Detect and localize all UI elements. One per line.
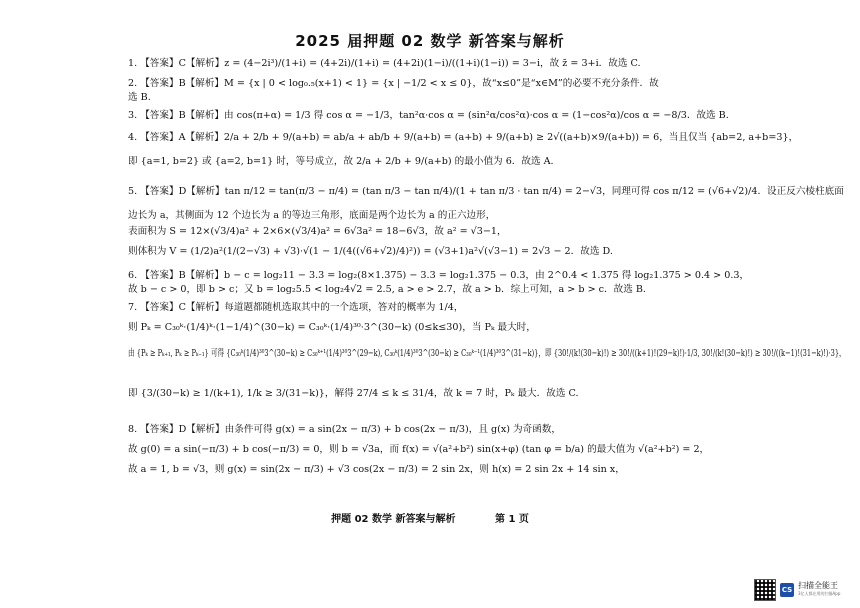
answer-line: 3. 【答案】B【解析】由 cos(π+α) = 1/3 得 cos α = −1/3，tan²α·cos α = (sin²α/cos²α)·cos α = (1−cos²α)/cos α = −8/3．故选 B. — [128, 110, 729, 121]
camscanner-logo-icon: CS — [780, 583, 794, 597]
answer-line: 即 {a=1, b=2} 或 {a=2, b=1} 时，等号成立，故 2/a + 2/b + 9/(a+b) 的最小值为 6．故选 A. — [128, 156, 554, 167]
answer-line: 边长为 a，其侧面为 12 个边长为 a 的等边三角形，底面是两个边长为 a 的正六边形， — [128, 210, 496, 221]
scanner-name: 扫描全能王 — [798, 581, 838, 590]
answer-line: 6. 【答案】B【解析】b − c = log₂11 − 3.3 = log₂(8×1.375) − 3.3 = log₂1.375 − 0.3，由 2^0.4 < 1.375 得 log₂1.375 > 0.4 > 0.3， — [128, 270, 750, 281]
page-number: 第 1 页 — [494, 514, 529, 525]
answer-line: 7. 【答案】C【解析】每道题都随机选取其中的一个选项，答对的概率为 1/4， — [128, 302, 464, 313]
answer-line: 选 B. — [128, 92, 151, 103]
answer-line: 5. 【答案】D【解析】tan π/12 = tan(π/3 − π/4) = (tan π/3 − tan π/4)/(1 + tan π/3 · tan π/4) = 2−√3，同理可得 cos π/12 = (√6+√2)/4．设正反六棱柱底面 — [128, 186, 844, 197]
answer-line: 故 g(0) = a sin(−π/3) + b cos(−π/3) = 0，则 b = √3a，而 f(x) = √(a²+b²) sin(x+φ) (tan φ = b/a) 的最大值为 √(a²+b²) = 2， — [128, 444, 710, 455]
answer-line: 4. 【答案】A【解析】2/a + 2/b + 9/(a+b) = ab/a + ab/b + 9/(a+b) = (a+b) + 9/(a+b) ≥ 2√((a+b)×9/(a+b)) = 6，当且仅当 {ab=2, a+b=3}， — [128, 132, 799, 143]
answer-line: 故 a = 1, b = √3，则 g(x) = sin(2x − π/3) + √3 cos(2x − π/3) = 2 sin 2x，则 h(x) = 2 sin 2x + 14 sin x， — [128, 464, 625, 475]
answer-line: 则 Pₖ = C₃₀ᵏ·(1/4)ᵏ·(1−1/4)^(30−k) = C₃₀ᵏ·(1/4)³⁰·3^(30−k) (0≤k≤30)，当 Pₖ 最大时， — [128, 322, 536, 333]
answer-line: 由 {Pₖ ≥ Pₖ₊₁, Pₖ ≥ Pₖ₋₁} 可得 {C₃₀ᵏ(1/4)³⁰3^(30−k) ≥ C₃₀ᵏ⁺¹(1/4)³⁰3^(29−k), C₃₀ᵏ(1/4)³⁰3^(30−k) ≥ C₃₀ᵏ⁻¹(1/4)³⁰3^(31−k)}，即 {30!/(k!(30−k)!) ≥ 30!/((k+1)!(29−k)!)·1/3, 30!/(k!(30−k)!) ≥ 30!/((k−1)!(31−k)!)·3}， — [128, 348, 846, 359]
footer-title: 押题 02 数学 新答案与解析 — [331, 514, 456, 525]
answer-line: 则体积为 V = (1/2)a²(1/(2−√3) + √3)·√(1 − 1/(4((√6+√2)/4)²)) = (√3+1)a²√(√3−1) = 2√3 − 2．故选 D. — [128, 246, 613, 257]
page-footer — [0, 510, 860, 525]
document-title: 2025 届押题 02 数学 新答案与解析 — [295, 32, 565, 50]
answer-line: 故 b − c > 0，即 b > c；又 b = log₂5.5 < log₂4√2 = 2.5, a > e > 2.7，故 a > b．综上可知，a > b > c．故选 B. — [128, 284, 646, 295]
answer-line: 1. 【答案】C【解析】z = (4−2i³)/(1+i) = (4+2i)/(1+i) = (4+2i)(1−i)/((1+i)(1−i)) = 3−i，故 z̄ = 3+i．故选 C. — [128, 58, 641, 69]
answer-line: 即 {3/(30−k) ≥ 1/(k+1), 1/k ≥ 3/(31−k)}，解得 27/4 ≤ k ≤ 31/4，故 k = 7 时，Pₖ 最大．故选 C. — [128, 388, 579, 399]
answer-line: 8. 【答案】D【解析】由条件可得 g(x) = a sin(2x − π/3) + b cos(2x − π/3)，且 g(x) 为奇函数， — [128, 424, 562, 435]
answer-line: 表面积为 S = 12×(√3/4)a² + 2×6×(√3/4)a² = 6√3a² = 18−6√3，故 a² = √3−1， — [128, 226, 507, 237]
answer-line: 2. 【答案】B【解析】M = {x | 0 < log₀.₅(x+1) < 1} = {x | −1/2 < x ≤ 0}，故“x≤0”是“x∈M”的必要不充分条件．故 — [128, 78, 659, 89]
qr-code-icon — [754, 579, 776, 601]
scanner-slogan: 3亿人都在用的扫描App — [798, 591, 841, 596]
scanner-watermark — [754, 580, 846, 600]
